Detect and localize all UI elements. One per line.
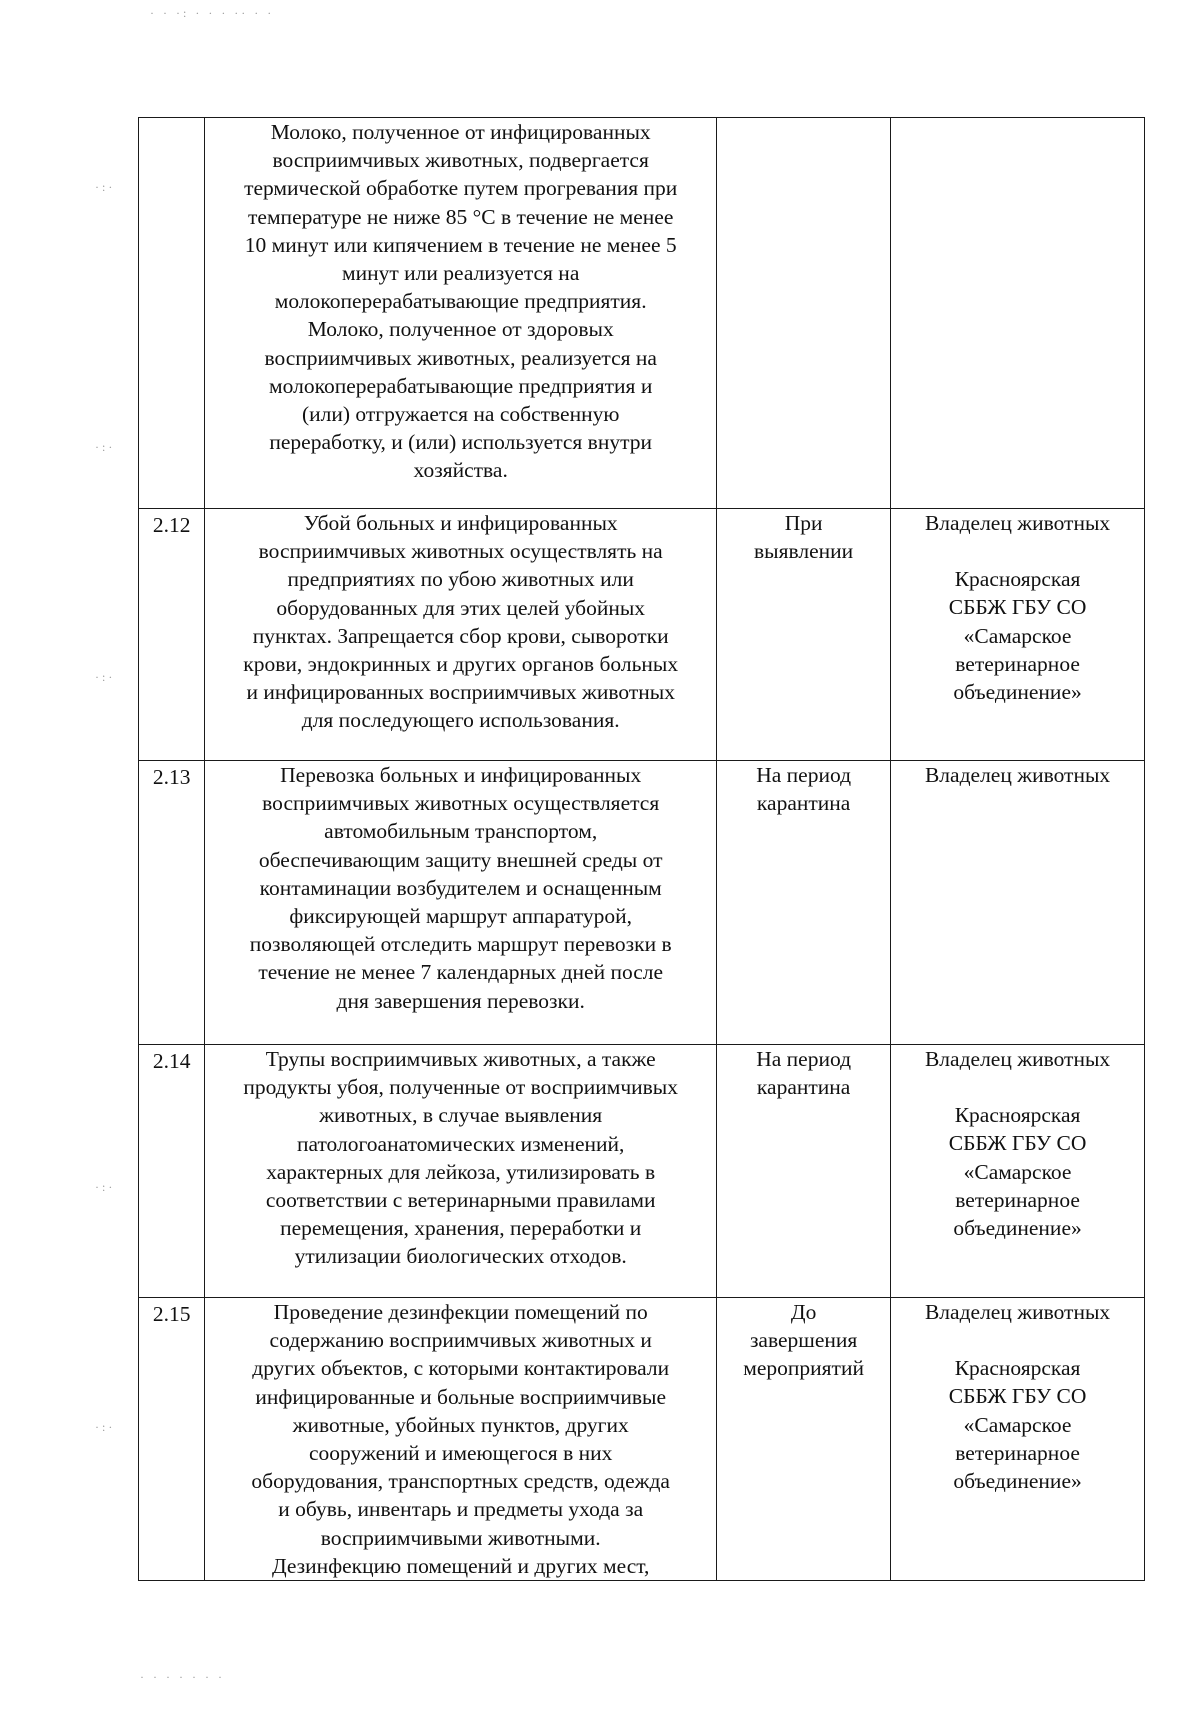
responsible-line: объединение» — [953, 1216, 1082, 1241]
text-line: патологоанатомических изменений, — [296, 1131, 625, 1156]
text-line: инфицированные и больные восприимчивые — [255, 1384, 666, 1409]
text-line: восприимчивых животных осуществляется — [262, 791, 660, 816]
scan-noise-left: ·:· — [95, 1420, 116, 1434]
text-line: восприимчивых животных, подвергается — [272, 148, 649, 173]
text-line: оборудованных для этих целей убойных — [276, 595, 646, 620]
responsible-line: СББЖ ГБУ СО — [948, 1384, 1087, 1409]
measure-text — [205, 118, 717, 509]
scan-noise-bottom: · · · · · · · — [140, 1670, 225, 1684]
responsible-primary: Владелец животных — [924, 763, 1111, 787]
text-line: для последующего использования. — [301, 708, 620, 733]
row-number: 2.15 — [139, 1298, 205, 1581]
responsible-cell — [891, 761, 1145, 1045]
responsible-line: СББЖ ГБУ СО — [948, 595, 1087, 620]
text-line: переработку, и (или) используется внутри — [269, 430, 653, 455]
responsible-cell — [891, 509, 1145, 761]
text-line: Дезинфекцию помещений и других мест, — [271, 1553, 650, 1578]
scan-noise-left: ·:· — [95, 1180, 116, 1194]
text-line: Проведение дезинфекции помещений по — [273, 1300, 648, 1324]
text-line: термической обработке путем прогревания при — [244, 176, 678, 201]
responsible-line: ветеринарное — [955, 1440, 1080, 1465]
scan-noise-top: · · ·: · · · ·· · · — [150, 6, 275, 20]
text-line: продукты убоя, полученные от восприимчивых — [243, 1075, 679, 1100]
text-line: восприимчивыми животными. — [320, 1525, 601, 1550]
text-line: перемещения, хранения, переработки и — [280, 1216, 642, 1241]
text-line: Молоко, полученное от инфицированных — [270, 120, 651, 144]
text-line: позволяющей отследить маршрут перевозки в — [249, 932, 672, 957]
responsible-cell — [891, 1298, 1145, 1581]
measure-text — [205, 1045, 717, 1298]
responsible-primary: Владелец животных — [924, 511, 1111, 535]
term-line: При — [784, 511, 823, 535]
text-line: фиксирующей маршрут аппаратурой, — [289, 904, 633, 929]
text-line: контаминации возбудителем и оснащенным — [259, 875, 662, 900]
term-cell — [717, 1298, 891, 1581]
table-row — [139, 761, 1145, 1045]
term-line: карантина — [756, 791, 851, 816]
responsible-line: Красноярская — [954, 567, 1081, 592]
text-line: восприимчивых животных, реализуется на — [264, 345, 657, 370]
measures-table — [138, 117, 1145, 1581]
row-number: 2.13 — [139, 761, 205, 1045]
term-line: На период — [756, 763, 852, 787]
responsible-line: ветеринарное — [955, 1187, 1080, 1212]
row-number: 2.12 — [139, 509, 205, 761]
responsible-line: «Самарское — [963, 623, 1072, 648]
responsible-line: объединение» — [953, 1469, 1082, 1494]
measure-text — [205, 509, 717, 761]
term-line: карантина — [756, 1075, 851, 1100]
term-cell — [717, 761, 891, 1045]
text-line: течение не менее 7 календарных дней после — [258, 960, 664, 985]
text-line: сооружений и имеющегося в них — [309, 1441, 613, 1466]
term-line: мероприятий — [743, 1356, 864, 1381]
text-line: характерных для лейкоза, утилизировать в — [266, 1159, 656, 1184]
responsible-primary: Владелец животных — [924, 1300, 1111, 1324]
text-line: предприятиях по убою животных или — [287, 567, 634, 592]
text-line: Трупы восприимчивых животных, а также — [265, 1047, 656, 1071]
measure-text — [205, 1298, 717, 1581]
table-row — [139, 118, 1145, 509]
scan-noise-left: ·:· — [95, 180, 116, 194]
text-line: хозяйства. — [413, 458, 508, 483]
term-line: На период — [756, 1047, 852, 1071]
responsible-cell — [891, 1045, 1145, 1298]
term-cell — [717, 509, 891, 761]
text-line: Молоко, полученное от здоровых — [307, 317, 614, 342]
responsible-line: Красноярская — [954, 1103, 1081, 1128]
text-line: животных, в случае выявления — [319, 1103, 603, 1128]
text-line: и обувь, инвентарь и предметы ухода за — [278, 1497, 644, 1522]
scan-noise-left: ·:· — [95, 670, 116, 684]
responsible-cell — [891, 118, 1145, 509]
responsible-line: «Самарское — [963, 1159, 1072, 1184]
text-line: крови, эндокринных и других органов больных — [243, 652, 679, 677]
text-line: 10 минут или кипячением в течение не менее 5 — [244, 232, 677, 257]
responsible-primary: Владелец животных — [924, 1047, 1111, 1071]
text-line: восприимчивых животных осуществлять на — [258, 539, 663, 564]
text-line: Убой больных и инфицированных — [303, 511, 618, 535]
responsible-line: Красноярская — [954, 1356, 1081, 1381]
scan-noise-left: ·:· — [95, 440, 116, 454]
text-line: соответствии с ветеринарными правилами — [265, 1188, 656, 1213]
term-line: завершения — [749, 1328, 858, 1353]
text-line: пунктах. Запрещается сбор крови, сыворотки — [252, 623, 669, 648]
row-number — [139, 118, 205, 509]
text-line: температуре не ниже 85 °С в течение не менее — [248, 204, 674, 229]
term-cell — [717, 1045, 891, 1298]
responsible-line: «Самарское — [963, 1412, 1072, 1437]
text-line: Перевозка больных и инфицированных — [280, 763, 642, 787]
table-row — [139, 1298, 1145, 1581]
text-line: и инфицированных восприимчивых животных — [246, 680, 675, 705]
text-line: автомобильным транспортом, — [324, 819, 598, 844]
text-line: других объектов, с которыми контактировали — [252, 1356, 670, 1381]
term-cell — [717, 118, 891, 509]
measure-text — [205, 761, 717, 1045]
text-line: молокоперерабатывающие предприятия и — [269, 373, 653, 398]
text-line: (или) отгружается на собственную — [301, 402, 620, 427]
text-line: минут или реализуется на — [342, 261, 580, 286]
term-line: выявлении — [754, 539, 854, 564]
text-line: животные, убойных пунктов, других — [292, 1412, 629, 1437]
text-line: дня завершения перевозки. — [336, 988, 585, 1013]
responsible-line: ветеринарное — [955, 651, 1080, 676]
responsible-line: СББЖ ГБУ СО — [948, 1131, 1087, 1156]
table-row — [139, 509, 1145, 761]
text-line: утилизации биологических отходов. — [294, 1244, 627, 1269]
text-line: молокоперерабатывающие предприятия. — [274, 289, 647, 314]
text-line: обеспечивающим защиту внешней среды от — [258, 847, 663, 872]
table-row — [139, 1045, 1145, 1298]
responsible-line: объединение» — [953, 680, 1082, 705]
term-line: До — [790, 1300, 817, 1324]
text-line: содержанию восприимчивых животных и — [269, 1328, 652, 1353]
text-line: оборудования, транспортных средств, одежда — [251, 1469, 670, 1494]
row-number: 2.14 — [139, 1045, 205, 1298]
